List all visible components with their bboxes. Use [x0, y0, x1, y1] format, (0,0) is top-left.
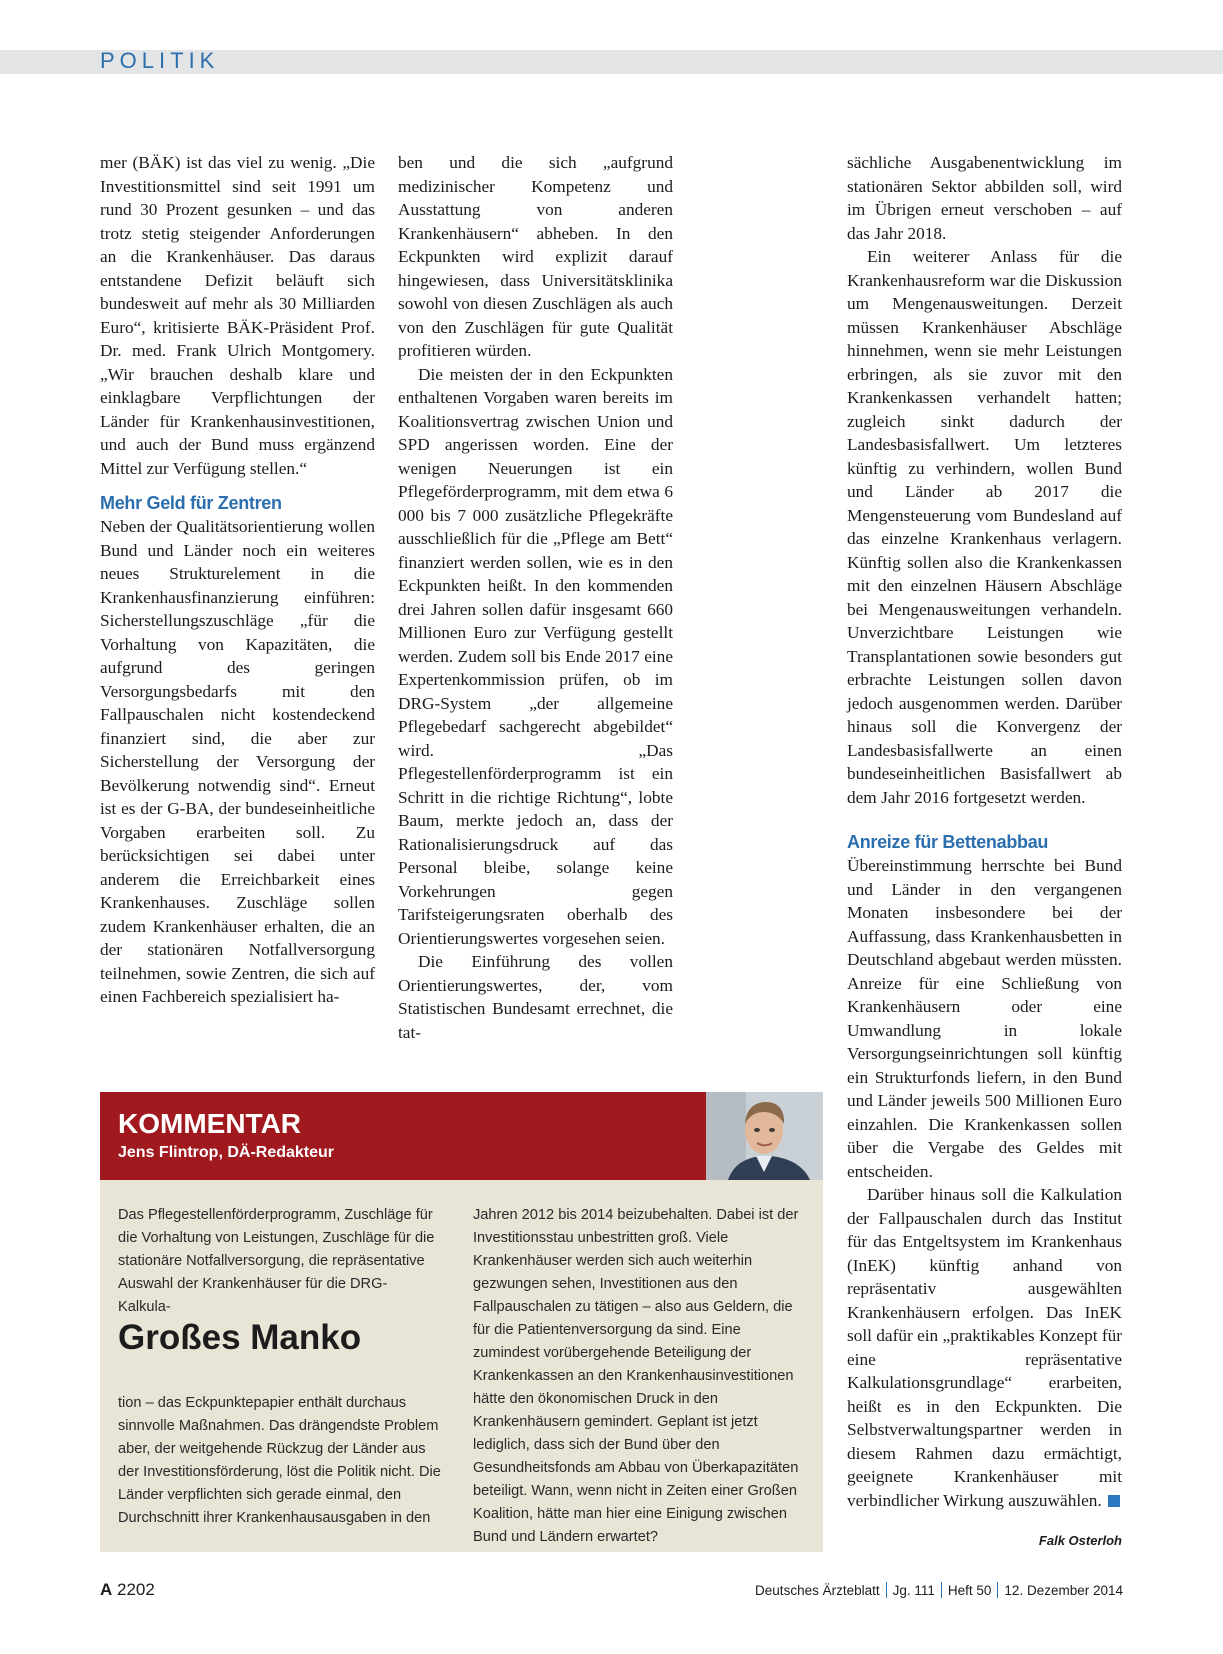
paragraph-text: Darüber hinaus soll die Kalkulation der Fallpauschalen durch das Institut für das Entgeltsystem im Krankenhaus (InEK) künftig anhand von repräsentativ ausgewählten Krankenhäusern erfolgen. Das InEK soll dafür ein „praktikables Konzept für eine repräsentative Kalkulationsgrundlage“ erarbeiten, heißt es in den Eckpunkten. Die Selbstverwaltungspartner werden in diesem Rahmen dazu ermächtigt, geeignete Krankenhäuser mit verbindlicher Wirkung auszuwählen.: [847, 1185, 1122, 1510]
paragraph: tion – das Eckpunktepapier enthält durchaus sinnvolle Maßnahmen. Das drängendste Problem aber, der weitgehende Rückzug der Länder aus der Investitionsförderung, löst die Politik nicht. Die Länder verpflichten sich gerade einmal, den Durchschnitt ihrer Krankenhausausgaben in den: [118, 1395, 441, 1526]
kommentar-label: KOMMENTAR: [118, 1108, 302, 1139]
page-number: [100, 1580, 155, 1600]
page-number-value: 2202: [117, 1580, 155, 1599]
kommentar-text: [118, 1204, 436, 1319]
volume: Jg. 111: [892, 1583, 935, 1598]
issue-date: 12. Dezember 2014: [1004, 1583, 1123, 1598]
footer-citation: [755, 1582, 1123, 1598]
subheading: Mehr Geld für Zentren: [100, 493, 282, 513]
author: Falk Osterloh: [1038, 1533, 1122, 1548]
kommentar-box: [100, 1092, 823, 1552]
journal-name: Deutsches Ärzteblatt: [755, 1583, 880, 1598]
kommentar-header: [100, 1092, 706, 1180]
article-column-3: [847, 151, 1122, 1512]
section-label: POLITIK: [100, 48, 220, 73]
paragraph: Die Einführung des vollen Orientierungswertes, der, vom Statistischen Bundesamt errechnet, die tat-: [398, 952, 673, 1042]
kommentar-text: [473, 1204, 808, 1549]
paragraph: Übereinstimmung herrschte bei Bund und Länder in den vergangenen Monaten insbesondere bei der Auffassung, dass Krankenhausbetten in Deutschland abgebaut werden müssten. Anreize für eine Schließung von Krankenhäusern oder eine Umwandlung in lokale Versorgungseinrichtungen soll künftig ein Strukturfonds liefern, in den Bund und Länder jeweils 500 Millionen Euro einzahlen. Die Krankenkassen sollen über die Vergabe des Geldes mit entscheiden.: [847, 856, 1122, 1181]
paragraph: Jahren 2012 bis 2014 beizubehalten. Dabei ist der Investitionsstau unbestritten groß. Viele Krankenhäuser werden sich auch weiterhin gezwungen sehen, Investitionen aus den Fallpauschalen zu tätigen – also aus Geldern, die für die Patientenversorgung da sind. Eine zumindest vorübergehende Beteiligung der Krankenkassen an den Krankenhausinvestitionen hätte den ökonomischen Druck in den Krankenhäusern gemindert. Geplant ist jetzt lediglich, dass sich der Bund über den Gesundheitsfonds am Abbau von Überkapazitäten beteiligt. Wann, wenn nicht in Zeiten einer Großen Koalition, hätte man hier eine Einigung zwischen Bund und Ländern erwartet?: [473, 1207, 799, 1545]
page-prefix: A: [100, 1580, 113, 1599]
kommentar-text: [118, 1392, 448, 1530]
separator: [941, 1582, 942, 1598]
author-photo: [706, 1092, 823, 1180]
paragraph: mer (BÄK) ist das viel zu wenig. „Die Investitionsmittel sind seit 1991 um rund 30 Prozent gesunken – und das trotz stetig steigender Anforderungen an die Krankenhäuser. Das daraus entstandene Defizit beläuft sich bundesweit auf mehr als 30 Milliarden Euro“, kritisierte BÄK-Präsident Prof. Dr. med. Frank Ulrich Montgomery. „Wir brauchen deshalb klare und einklagbare Verpflichtungen der Länder für Krankenhausinvestitionen, und auch der Bund muss ergänzend Mittel zur Verfügung stellen.“: [100, 153, 375, 478]
separator: [997, 1582, 998, 1598]
paragraph: Neben der Qualitätsorientierung wollen Bund und Länder noch ein weiteres neues Strukturelement in die Krankenhausfinanzierung einführen: Sicherstellungszuschläge „für die Vorhaltung von Kapazitäten, die aufgrund des geringen Versorgungsbedarfs mit den Fallpauschalen nicht kostendeckend finanziert sind, die aber zur Sicherstellung der Versorgung der Bevölkerung notwendig sind“. Erneut ist es der G-BA, der bundeseinheitliche Vorgaben erarbeiten soll. Zu berücksichtigen sei dabei unter anderem die Erreichbarkeit eines Krankenhauses. Zuschläge sollen zudem Krankenhäuser erhalten, die an der stationären Notfallversorgung teilnehmen, sowie Zentren, die sich auf einen Fachbereich spezialisiert ha-: [100, 517, 375, 1006]
article-column-1: [100, 151, 375, 1009]
paragraph: Ein weiterer Anlass für die Krankenhausreform war die Diskussion um Mengenausweitungen. Derzeit müssen Krankenhäuser Abschläge hinnehmen, wenn sie mehr Leistungen erbringen, als sie zuvor mit den Krankenkassen verhandelt hatten; zugleich sinkt dadurch der Landesbasisfallwert. Um letzteres künftig zu verhindern, wollen Bund und Länder ab 2017 die Mengensteuerung vom Bundesland auf das einzelne Krankenhaus verlagern. Künftig sollen also die Krankenkassen mit den einzelnen Häusern Abschläge bei Mengenausweitungen verhandeln. Unverzichtbare Leistungen wie Transplantationen sowie besonders gut erbrachte Leistungen sollen davon jedoch ausgenommen werden. Darüber hinaus soll die Konvergenz der Landesbasisfallwerte an einen bundeseinheitlichen Basisfallwert ab dem Jahr 2016 fortgesetzt werden.: [847, 247, 1122, 807]
issue: Heft 50: [947, 1583, 992, 1598]
separator: [886, 1582, 887, 1598]
kommentar-headline: Großes Manko: [118, 1318, 362, 1357]
article-column-2: [398, 151, 673, 1044]
subheading: Anreize für Bettenabbau: [847, 832, 1049, 852]
paragraph: sächliche Ausgabenentwicklung im stationären Sektor abbilden soll, wird im Übrigen erneut verschoben – auf das Jahr 2018.: [847, 153, 1122, 243]
paragraph: Die meisten der in den Eckpunkten enthaltenen Vorgaben waren bereits im Koalitionsvertrag zwischen Union und SPD angerissen worden. Eine der wenigen Neuerungen ist ein Pflegeförderprogramm, mit dem etwa 6 000 bis 7 000 zusätzliche Pflegekräfte ausschließlich für die „Pflege am Bett“ finanziert werden sollen, wie es in den Eckpunkten heißt. In den kommenden drei Jahren sollen dafür insgesamt 660 Millionen Euro zur Verfügung gestellt werden. Zudem soll bis Ende 2017 eine Expertenkommission prüfen, ob im DRG-System „der allgemeine Pflegebedarf sachgerecht abgebildet“ wird. „Das Pflegestellenförderprogramm ist ein Schritt in die richtige Richtung“, lobte Baum, merkte jedoch an, dass der Rationalisierungsdruck auf das Personal bleibe, solange keine Vorkehrungen gegen Tarifsteigerungsraten oberhalb des Orientierungswertes vorgesehen seien.: [398, 364, 673, 948]
paragraph: Das Pflegestellenförderprogramm, Zuschläge für die Vorhaltung von Leistungen, Zuschläge für die stationäre Notfallversorgung, die repräsentative Auswahl der Krankenhäuser für die DRG-Kalkula-: [118, 1207, 435, 1315]
end-mark-icon: [1108, 1495, 1120, 1507]
paragraph: [847, 1183, 1122, 1512]
paragraph: ben und die sich „aufgrund medizinischer Kompetenz und Ausstattung von anderen Krankenhäusern“ abheben. In den Eckpunkten wird explizit darauf hingewiesen, dass Universitätsklinika sowohl von diesen Zuschlägen als auch von den Zuschlägen für gute Qualität profitieren würden.: [398, 153, 673, 360]
kommentar-byline: Jens Flintrop, DÄ-Redakteur: [118, 1144, 335, 1161]
